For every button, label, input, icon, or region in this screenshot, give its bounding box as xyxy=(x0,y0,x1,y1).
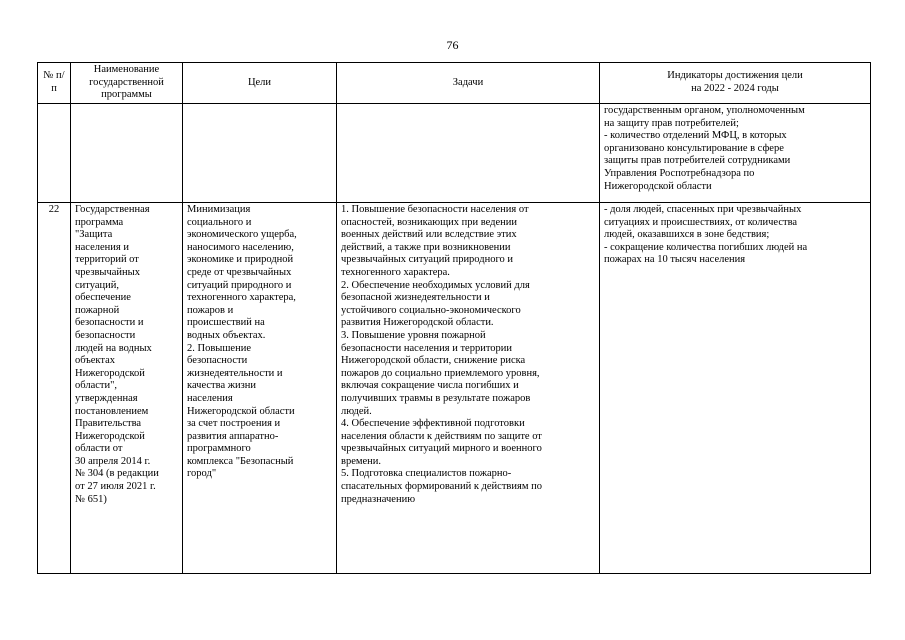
text-line: чрезвычайных ситуаций мирного и военного xyxy=(341,443,542,455)
text-line: людей, оказавшихся в зоне бедствия; xyxy=(604,229,770,241)
table-header-row xyxy=(38,63,871,104)
text-line: пожарной xyxy=(75,304,120,316)
text-line: развития аппаратно- xyxy=(187,430,279,442)
text-line: город" xyxy=(187,468,217,480)
text-line: программа xyxy=(75,216,124,228)
text-line: ситуаций природного и xyxy=(187,279,292,291)
cont-indicators-cell xyxy=(600,104,871,203)
text-line: наносимого населению, xyxy=(187,241,294,253)
table-row-continuation xyxy=(38,104,871,203)
text-line: жизнедеятельности и xyxy=(187,367,283,379)
text-line: населения и xyxy=(75,241,129,253)
header-indicators xyxy=(600,63,871,104)
goals-cell xyxy=(183,203,337,574)
programs-table xyxy=(37,62,871,574)
cont-goals-cell xyxy=(183,104,337,203)
header-num: № п/п xyxy=(38,63,71,104)
text-line: комплекса "Безопасный xyxy=(187,455,294,467)
text-line: Нижегородской xyxy=(75,367,145,379)
text-line: безопасности xyxy=(187,355,248,367)
text-line: № 651) xyxy=(75,493,107,505)
text-line: опасностей, возникающих при ведении xyxy=(341,216,518,228)
text-line: Государственная xyxy=(75,204,150,215)
text-line: - количество отделений МФЦ, в которых xyxy=(604,130,787,142)
text-line: защиты прав потребителей сотрудниками xyxy=(604,155,791,167)
text-line: военных действий или вследствие этих xyxy=(341,229,517,241)
text-line: объектах xyxy=(75,355,116,367)
text-line: Нижегородской области xyxy=(604,180,712,192)
header-indicators-line1: Индикаторы достижения цели xyxy=(667,70,803,82)
text-line: Управления Роспотребнадзора по xyxy=(604,167,755,179)
text-line: экономике и природной xyxy=(187,254,294,266)
text-line: Нижегородской области, снижение риска xyxy=(341,355,526,367)
text-line: населения области к действиям по защите от xyxy=(341,430,542,442)
text-line: - сокращение количества погибших людей на xyxy=(604,241,808,253)
text-line: социального и xyxy=(187,216,252,228)
text-line: 30 апреля 2014 г. xyxy=(75,455,151,467)
text-line: Минимизация xyxy=(187,204,251,215)
text-line: населения xyxy=(187,392,233,404)
text-line: техногенного характера, xyxy=(187,292,296,304)
text-line: ситуаций, xyxy=(75,279,119,291)
text-line: спасательных формирований к действиям по xyxy=(341,481,542,493)
text-line: Нижегородской xyxy=(75,430,145,442)
header-indicators-line2: на 2022 - 2024 годы xyxy=(691,83,779,94)
program-name-cell xyxy=(71,203,183,574)
text-line: № 304 (в редакции xyxy=(75,468,159,480)
text-line: организовано консультирование в сфере xyxy=(604,142,784,154)
text-line: людей. xyxy=(341,405,372,417)
text-line: Нижегородской области xyxy=(187,405,295,417)
text-line: от 27 июля 2021 г. xyxy=(75,481,156,493)
text-line: безопасности и xyxy=(75,317,144,329)
cont-num-cell xyxy=(38,104,71,203)
text-line: на защиту прав потребителей; xyxy=(604,117,739,129)
text-line: области от xyxy=(75,443,123,455)
text-line: 3. Повышение уровня пожарной xyxy=(341,329,486,341)
text-line: 1. Повышение безопасности населения от xyxy=(341,204,529,215)
text-line: происшествий на xyxy=(187,317,265,329)
text-line: чрезвычайных ситуаций природного и xyxy=(341,254,514,266)
text-line: - доля людей, спасенных при чрезвычайных xyxy=(604,204,802,215)
text-line: экономического ущерба, xyxy=(187,229,297,241)
text-line: предназначению xyxy=(341,493,416,505)
text-line: государственным органом, уполномоченным xyxy=(604,105,805,116)
page-number: 76 xyxy=(446,38,459,52)
table-row-22 xyxy=(38,203,871,574)
text-line: программного xyxy=(187,443,251,455)
text-line: чрезвычайных xyxy=(75,266,140,278)
text-line: развития Нижегородской области. xyxy=(341,317,494,329)
text-line: времени. xyxy=(341,455,382,467)
text-line: безопасности xyxy=(75,329,136,341)
text-line: водных объектах. xyxy=(187,329,266,341)
row-number: 22 xyxy=(38,203,71,574)
tasks-cell xyxy=(337,203,600,574)
text-line: области", xyxy=(75,380,118,392)
text-line: 2. Повышение xyxy=(187,342,251,354)
cont-name-cell xyxy=(71,104,183,203)
text-line: безопасной жизнедеятельности и xyxy=(341,292,490,304)
text-line: устойчивого социально-экономического xyxy=(341,304,521,316)
text-line: ситуациях и происшествиях, от количества xyxy=(604,216,798,228)
cont-tasks-cell xyxy=(337,104,600,203)
text-line: качества жизни xyxy=(187,380,256,392)
text-line: среде от чрезвычайных xyxy=(187,266,292,278)
text-line: утвержденная xyxy=(75,392,138,404)
header-tasks: Задачи xyxy=(337,63,600,104)
text-line: людей на водных xyxy=(75,342,152,354)
header-goals: Цели xyxy=(183,63,337,104)
text-line: пожарах на 10 тысяч населения xyxy=(604,254,746,266)
text-line: 4. Обеспечение эффективной подготовки xyxy=(341,418,525,430)
text-line: получивших травмы в результате пожаров xyxy=(341,392,531,404)
text-line: за счет построения и xyxy=(187,418,281,430)
header-program-name: Наименование государственной программы xyxy=(71,63,183,104)
text-line: Правительства xyxy=(75,418,142,430)
text-line: 2. Обеспечение необходимых условий для xyxy=(341,279,530,291)
text-line: пожаров и xyxy=(187,304,234,316)
text-line: пожаров до социально приемлемого уровня, xyxy=(341,367,540,379)
text-line: 5. Подготовка специалистов пожарно- xyxy=(341,468,512,480)
indicators-cell xyxy=(600,203,871,574)
text-line: обеспечение xyxy=(75,292,131,304)
text-line: действий, а также при возникновении xyxy=(341,241,511,253)
text-line: техногенного характера. xyxy=(341,266,450,278)
text-line: "Защита xyxy=(75,229,113,241)
text-line: включая сокращение числа погибших и xyxy=(341,380,519,392)
text-line: территорий от xyxy=(75,254,139,266)
text-line: постановлением xyxy=(75,405,149,417)
text-line: безопасности населения и территории xyxy=(341,342,513,354)
